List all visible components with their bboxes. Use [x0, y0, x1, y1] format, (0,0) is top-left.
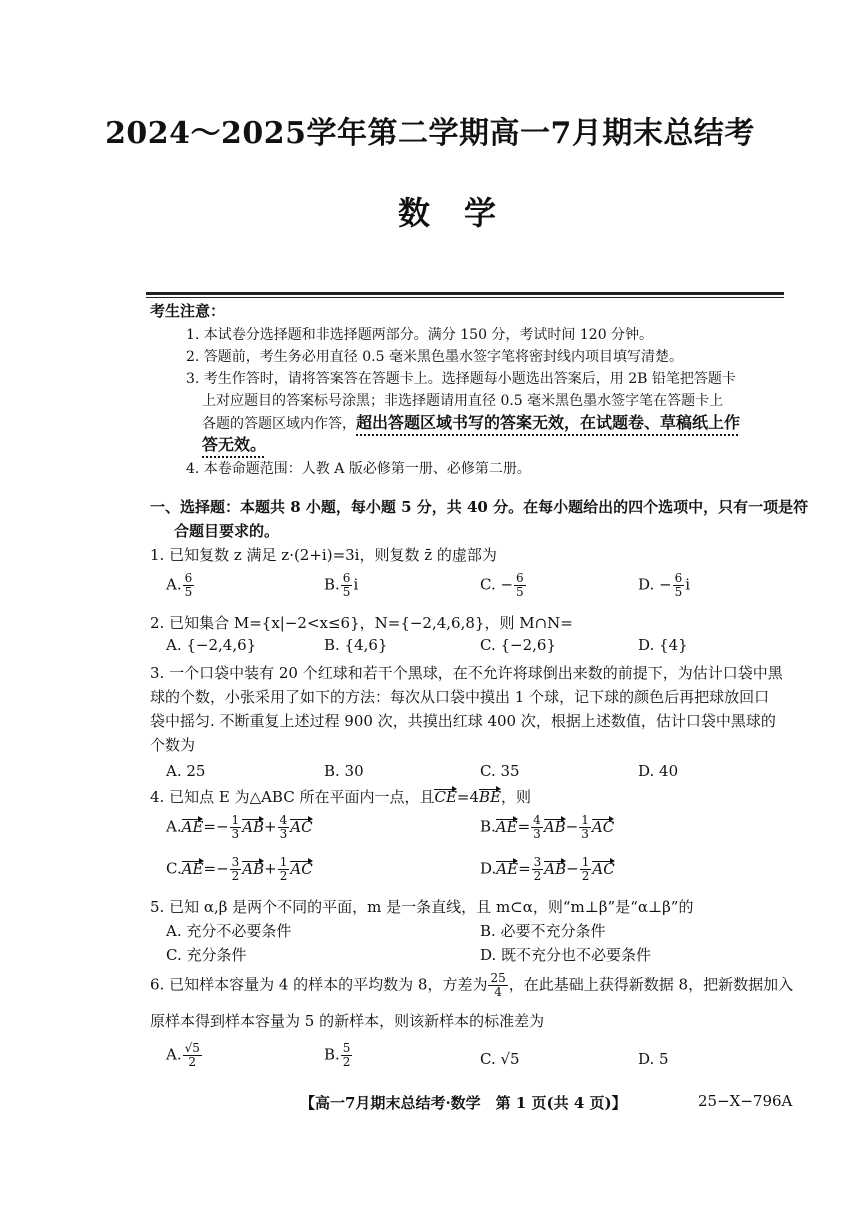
fraction — [673, 572, 685, 599]
notice-item-4: 4. 本卷命题范围：人教 A 版必修第一册、必修第二册。 — [186, 461, 531, 477]
question-3-line-4: 个数为 — [150, 736, 196, 754]
vector-be: BE — [479, 788, 502, 806]
option-label: A. — [166, 817, 182, 836]
option-label: A. — [166, 575, 182, 594]
numerator: 25 — [490, 971, 506, 985]
fraction — [580, 856, 592, 883]
denominator: 3 — [581, 827, 589, 842]
numerator: √5 — [184, 1041, 200, 1055]
option-label: D. — [480, 859, 497, 878]
question-3-option-a: A. 25 — [166, 762, 206, 780]
stem-text: =4 — [456, 788, 480, 806]
denominator: 5 — [674, 585, 683, 600]
fraction — [278, 856, 290, 883]
fraction — [532, 856, 544, 883]
section-1-heading: 一、选择题：本题共 8 小题，每小题 5 分，共 40 分。在每小题给出的四个选项中，只有一项是符 — [150, 498, 809, 516]
vector-ac: AC — [290, 859, 313, 878]
option-label: B. — [480, 817, 496, 836]
vector-ab: AB — [242, 817, 265, 836]
fraction — [341, 1042, 353, 1069]
question-4-option-a — [166, 814, 313, 841]
divider-thin — [146, 297, 784, 298]
question-2-option-c: C. {−2,6} — [480, 636, 556, 654]
notice-item-2: 2. 答题前，考生务必用直径 0.5 毫米黑色墨水签字笔将密封线内项目填写清楚。 — [186, 349, 683, 365]
numerator: 1 — [581, 813, 589, 827]
option-label: C. — [166, 859, 182, 878]
denominator: 3 — [231, 827, 240, 842]
notice-item-3-line-4 — [202, 432, 266, 455]
question-4-option-b — [480, 814, 614, 841]
denominator: 2 — [533, 869, 542, 884]
question-4-stem — [150, 786, 531, 807]
exam-title: 2024～2025学年第二学期高一7月期末总结考 — [105, 116, 755, 151]
denominator: 3 — [279, 827, 288, 842]
operator: − — [566, 859, 579, 878]
notice-item-1: 1. 本试卷分选择题和非选择题两部分。满分 150 分，考试时间 120 分钟。 — [186, 327, 654, 343]
denominator: 2 — [188, 1055, 197, 1070]
question-3-line-3: 袋中摇匀. 不断重复上述过程 900 次，共摸出红球 400 次，根据上述数值，估计口袋中黑球的 — [150, 712, 776, 730]
imaginary-unit: i — [685, 575, 691, 594]
notice-item-3-line-1: 3. 考生作答时，请将答案答在答题卡上。选择题每小题选出答案后，用 2B 铅笔把答题卡 — [186, 371, 736, 387]
fraction — [230, 856, 242, 883]
operator: + — [264, 859, 277, 878]
vector-ae: AE — [496, 859, 519, 878]
operator: =− — [203, 817, 229, 836]
question-5-stem: 5. 已知 α,β 是两个不同的平面，m 是一条直线，且 m⊂α，则“m⊥β”是“α⊥β”的 — [150, 898, 694, 916]
question-4-option-d — [480, 856, 615, 883]
option-label: B. — [324, 575, 340, 594]
denominator: 3 — [533, 827, 541, 842]
vector-ae: AE — [495, 817, 518, 836]
question-3-line-1: 3. 一个口袋中装有 20 个红球和若干个黑球，在不允许将球倒出来数的前提下，为估计口袋中黑 — [150, 664, 783, 682]
vector-ab: AB — [543, 817, 566, 836]
question-5-option-a: A. 充分不必要条件 — [166, 922, 292, 940]
notice-heading: 考生注意： — [150, 302, 226, 320]
notice-item-3-text: 各题的答题区域内作答， — [202, 416, 356, 432]
numerator: 4 — [533, 813, 541, 827]
fraction — [278, 814, 290, 841]
question-2-option-d: D. {4} — [638, 636, 688, 654]
question-1-option-b — [324, 572, 358, 599]
paper-code: 25−X−796A — [698, 1092, 793, 1110]
numerator: 3 — [533, 855, 542, 869]
question-6-option-d: D. 5 — [638, 1050, 669, 1068]
question-1-option-d — [638, 572, 690, 599]
option-label: A. — [166, 1045, 182, 1064]
denominator: 5 — [516, 585, 524, 600]
denominator: 4 — [494, 985, 502, 1000]
fraction — [230, 814, 242, 841]
fraction — [183, 572, 195, 599]
fraction — [531, 814, 543, 841]
denominator: 2 — [231, 869, 240, 884]
denominator: 2 — [581, 869, 590, 884]
question-5-option-c: C. 充分条件 — [166, 946, 247, 964]
denominator: 5 — [342, 585, 351, 600]
stem-text: ，则 — [501, 788, 532, 806]
numerator: 1 — [279, 855, 288, 869]
operator: = — [518, 859, 531, 878]
denominator: 2 — [279, 869, 288, 884]
vector-ab: AB — [544, 859, 567, 878]
fraction — [579, 814, 591, 841]
imaginary-unit: i — [353, 575, 359, 594]
vector-ac: AC — [591, 817, 615, 836]
numerator: 6 — [516, 571, 524, 585]
question-3-option-d: D. 40 — [638, 762, 679, 780]
question-5-option-b: B. 必要不充分条件 — [480, 922, 606, 940]
question-2-stem: 2. 已知集合 M={x|−2<x≤6}，N={−2,4,6,8}，则 M∩N= — [150, 614, 573, 632]
question-5-option-d: D. 既不充分也不必要条件 — [480, 946, 652, 964]
operator: + — [264, 817, 277, 836]
vector-ac: AC — [290, 817, 313, 836]
operator: =− — [203, 859, 229, 878]
stem-text: 4. 已知点 E 为△ABC 所在平面内一点，且 — [150, 788, 435, 806]
fraction — [514, 572, 526, 599]
divider-thick — [146, 292, 784, 295]
vector-ac: AC — [592, 859, 615, 878]
numerator: 1 — [581, 855, 590, 869]
stem-text: 6. 已知样本容量为 4 的样本的平均数为 8，方差为 — [150, 975, 488, 994]
numerator: 3 — [231, 855, 240, 869]
notice-item-3-line-3 — [202, 410, 740, 433]
vector-ae: AE — [181, 859, 204, 878]
subject-title: 数学 — [397, 194, 530, 232]
question-6-option-a — [166, 1042, 203, 1069]
section-1-heading-cont: 合题目要求的。 — [174, 522, 280, 540]
option-label: C. − — [480, 575, 514, 594]
operator: − — [565, 817, 579, 836]
fraction — [341, 572, 353, 599]
numerator: 4 — [279, 813, 288, 827]
vector-ce: CE — [434, 788, 457, 806]
question-2-option-a: A. {−2,4,6} — [166, 636, 257, 654]
fraction — [183, 1042, 202, 1069]
option-label: D. − — [638, 575, 672, 594]
stem-text: ，在此基础上获得新数据 8，把新数据加入 — [508, 975, 794, 994]
variance-fraction — [488, 972, 507, 999]
vector-ae: AE — [181, 817, 204, 836]
numerator: 6 — [184, 571, 193, 585]
numerator: 1 — [231, 813, 240, 827]
question-6-option-c: C. √5 — [480, 1050, 520, 1068]
numerator: 6 — [674, 571, 683, 585]
notice-item-3-line-2: 上对应题目的答案标号涂黑；非选择题请用直径 0.5 毫米黑色墨水签字笔在答题卡上 — [202, 393, 724, 409]
question-6-line-2: 原样本得到样本容量为 5 的新样本，则该新样本的标准差为 — [150, 1012, 545, 1030]
vector-ab: AB — [242, 859, 265, 878]
page-footer: 【高一7月期末总结考·数学 第 1 页(共 4 页)】 — [300, 1094, 627, 1112]
numerator: 5 — [342, 1041, 351, 1055]
question-1-option-a — [166, 572, 195, 599]
question-6-line-1 — [150, 972, 793, 999]
denominator: 2 — [342, 1055, 351, 1070]
notice-item-3-emphasis-end: 答无效。 — [202, 435, 267, 454]
question-2-option-b: B. {4,6} — [324, 636, 388, 654]
question-4-option-c — [166, 856, 313, 883]
question-3-option-b: B. 30 — [324, 762, 364, 780]
operator: = — [517, 817, 531, 836]
question-1-stem: 1. 已知复数 z 满足 z·(2+i)=3i，则复数 z̄ 的虚部为 — [150, 546, 497, 564]
question-6-option-b — [324, 1042, 353, 1069]
question-3-line-2: 球的个数，小张采用了如下的方法：每次从口袋中摸出 1 个球，记下球的颜色后再把球放回口 — [150, 688, 770, 706]
notice-item-3-emphasis: 超出答题区域书写的答案无效，在试题卷、草稿纸上作 — [356, 413, 741, 432]
denominator: 5 — [184, 585, 193, 600]
numerator: 6 — [342, 571, 351, 585]
question-3-option-c: C. 35 — [480, 762, 520, 780]
option-label: B. — [324, 1045, 340, 1064]
question-1-option-c — [480, 572, 527, 599]
